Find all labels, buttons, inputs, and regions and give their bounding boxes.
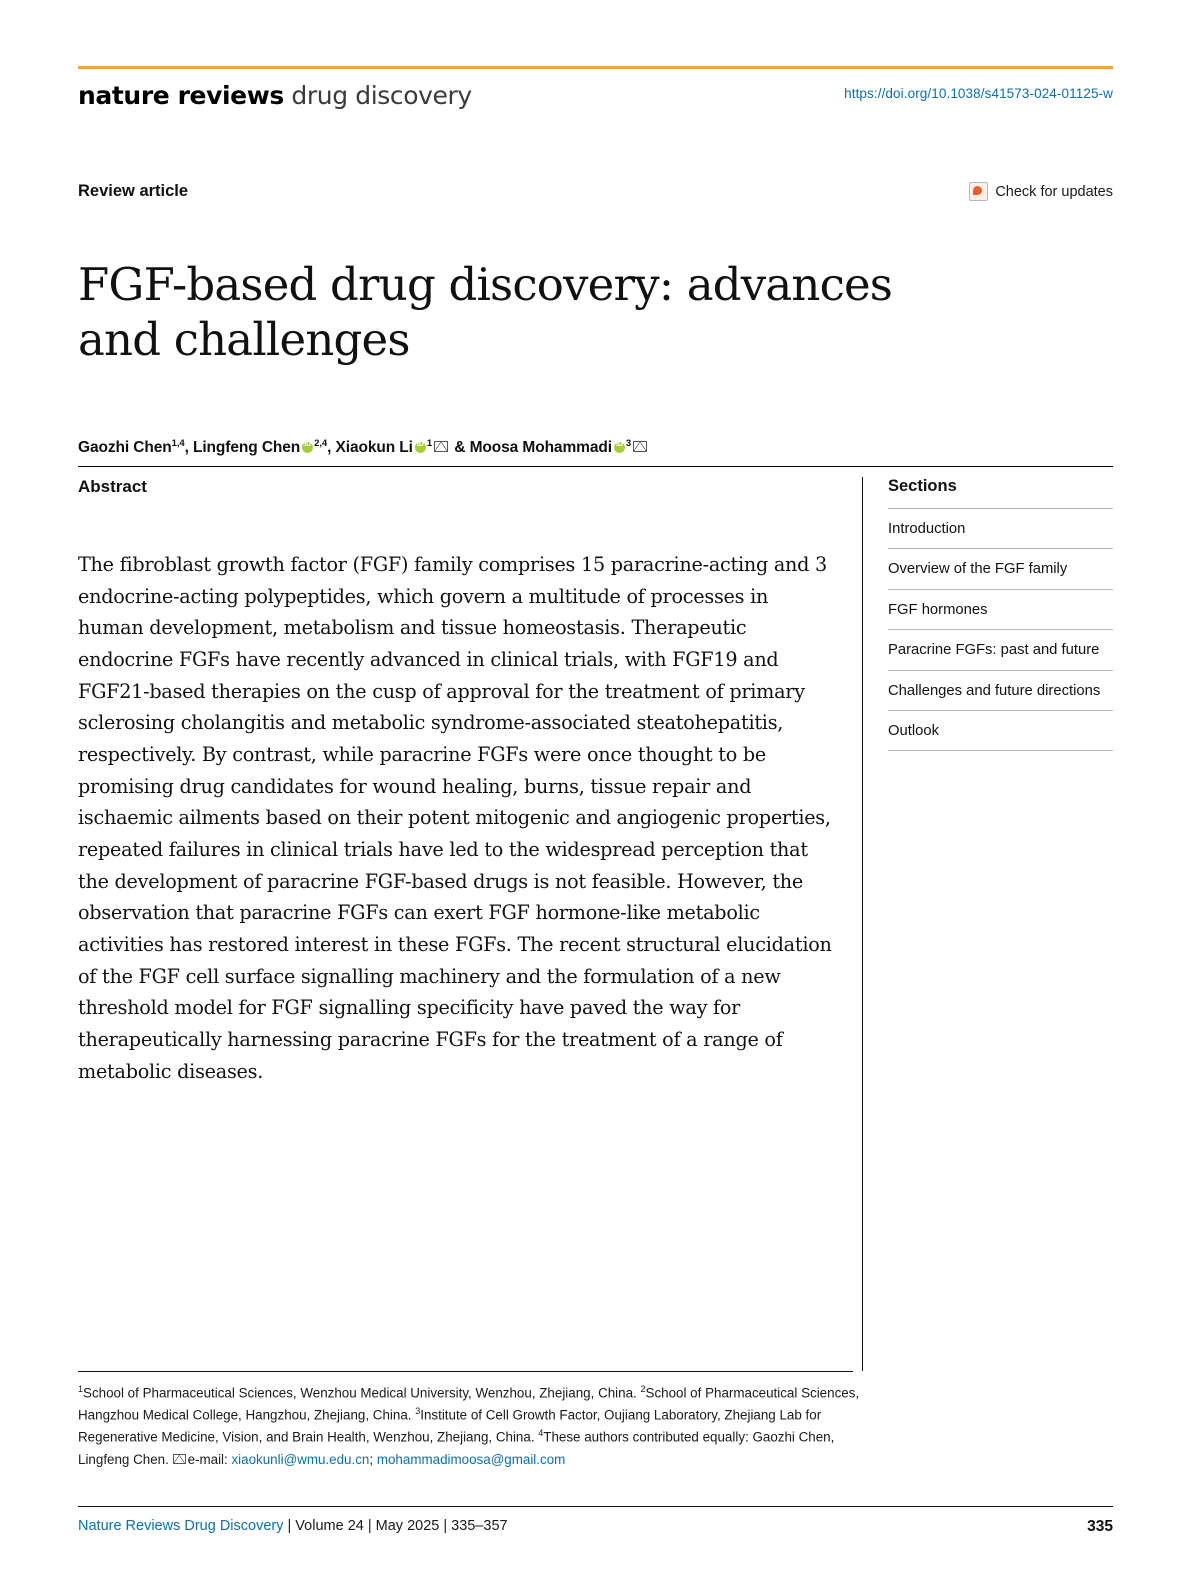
doi-link[interactable]: https://doi.org/10.1038/s41573-024-01125-w [844, 86, 1113, 101]
section-link-overview-of-the-fgf-family[interactable]: Overview of the FGF family [888, 548, 1113, 588]
page-number: 335 [1087, 1518, 1113, 1535]
author-affil-marker: 1,4 [171, 438, 185, 449]
equal-contribution-note: These authors contributed equally: Gaozhi Chen, Lingfeng Chen. [78, 1429, 835, 1467]
page-title: FGF-based drug discovery: advances and challenges [78, 258, 893, 366]
email-label: e-mail: [187, 1451, 232, 1467]
column-divider [862, 477, 863, 1371]
author-name[interactable]: Moosa Mohammadi [469, 439, 612, 457]
article-type-label: Review article [78, 182, 189, 200]
page-footer [78, 1518, 1113, 1534]
affiliations-block [78, 1382, 868, 1470]
affiliation-text: Institute of Cell Growth Factor, Oujiang Laboratory, Zhejiang Lab for Regenerative Medicine, Vision, and Brain Health, Wenzhou, Zhejiang, China. [78, 1407, 822, 1445]
sections-column [888, 477, 1113, 751]
footer-divider [78, 1506, 1113, 1507]
check-for-updates-badge[interactable] [969, 182, 1113, 201]
article-type-row [78, 182, 1113, 204]
sections-heading: Sections [888, 477, 957, 495]
section-link-introduction[interactable]: Introduction [888, 508, 1113, 548]
orcid-icon[interactable] [614, 442, 625, 453]
author-name[interactable]: Gaozhi Chen [78, 439, 172, 457]
section-link-fgf-hormones[interactable]: FGF hormones [888, 589, 1113, 629]
journal-masthead [78, 80, 1113, 114]
affiliation-text: School of Pharmaceutical Sciences, Hangzhou Medical College, Hangzhou, Zhejiang, China. [78, 1385, 860, 1423]
affiliation-text: School of Pharmaceutical Sciences, Wenzhou Medical University, Wenzhou, Zhejiang, China. [83, 1385, 641, 1401]
affiliations-divider [78, 1371, 853, 1372]
email-icon[interactable] [633, 441, 647, 452]
author-affil-marker: 1 [426, 438, 433, 449]
footer-citation: | Volume 24 | May 2025 | 335–357 [283, 1518, 508, 1534]
author-separator: , [327, 439, 336, 457]
section-link-paracrine-fgfs[interactable]: Paracrine FGFs: past and future [888, 629, 1113, 669]
author-name[interactable]: Lingfeng Chen [192, 439, 301, 457]
corresponding-email-1[interactable]: xiaokunli@wmu.edu.cn [231, 1451, 370, 1467]
crossmark-icon [969, 182, 988, 201]
email-icon [173, 1454, 186, 1464]
author-affil-marker: 3 [625, 438, 632, 449]
footer-journal-name[interactable]: Nature Reviews Drug Discovery [78, 1518, 284, 1534]
section-link-challenges-and-future-directions[interactable]: Challenges and future directions [888, 670, 1113, 710]
affiliation-marker: 1 [78, 1384, 84, 1394]
top-accent-rule [78, 66, 1113, 69]
author-list [78, 438, 1113, 457]
author-divider [78, 466, 1113, 467]
abstract-heading: Abstract [78, 477, 147, 496]
orcid-icon[interactable] [302, 442, 313, 453]
section-link-outlook[interactable]: Outlook [888, 710, 1113, 751]
orcid-icon[interactable] [415, 442, 426, 453]
affiliation-marker: 4 [538, 1428, 544, 1439]
author-name[interactable]: Xiaokun Li [335, 439, 413, 457]
journal-name-bold: nature reviews [78, 81, 284, 110]
author-separator: , [184, 439, 193, 457]
email-icon[interactable] [434, 441, 448, 452]
author-separator: & [450, 439, 470, 457]
abstract-text: The fibroblast growth factor (FGF) family comprises 15 paracrine-acting and 3 endocrine-acting polypeptides, which govern a multitude of processes in human development, metabolism and tissue homeostasis. Therapeutic endocrine FGFs have recently advanced in clinical trials, with FGF19 and FGF21-based therapies on the cusp of approval for the treatment of primary sclerosing cholangitis and metabolic syndrome-associated steatohepatitis, respectively. By contrast, while paracrine FGFs were once thought to be promising drug candidates for wound healing, burns, tissue repair and ischaemic ailments based on their potent mitogenic and angiogenic properties, repeated failures in clinical trials have led to the widespread perception that the development of paracrine FGF-based drugs is not feasible. However, the observation that paracrine FGFs can exert FGF hormone-like metabolic activities has restored interest in these FGFs. The recent structural elucidation of the FGF cell surface signalling machinery and the formulation of a new threshold model for FGF signalling specificity have paved the way for therapeutically harnessing paracrine FGFs for the treatment of a range of metabolic diseases. [78, 553, 832, 1083]
journal-name-light: drug discovery [283, 81, 472, 110]
author-affil-marker: 2,4 [314, 438, 328, 449]
abstract-column [78, 477, 853, 1087]
check-for-updates-label: Check for updates [995, 183, 1113, 200]
email-separator: ; [369, 1451, 377, 1467]
corresponding-email-2[interactable]: mohammadimoosa@gmail.com [376, 1451, 566, 1467]
affiliation-marker: 2 [640, 1384, 646, 1394]
affiliation-marker: 3 [415, 1406, 421, 1417]
